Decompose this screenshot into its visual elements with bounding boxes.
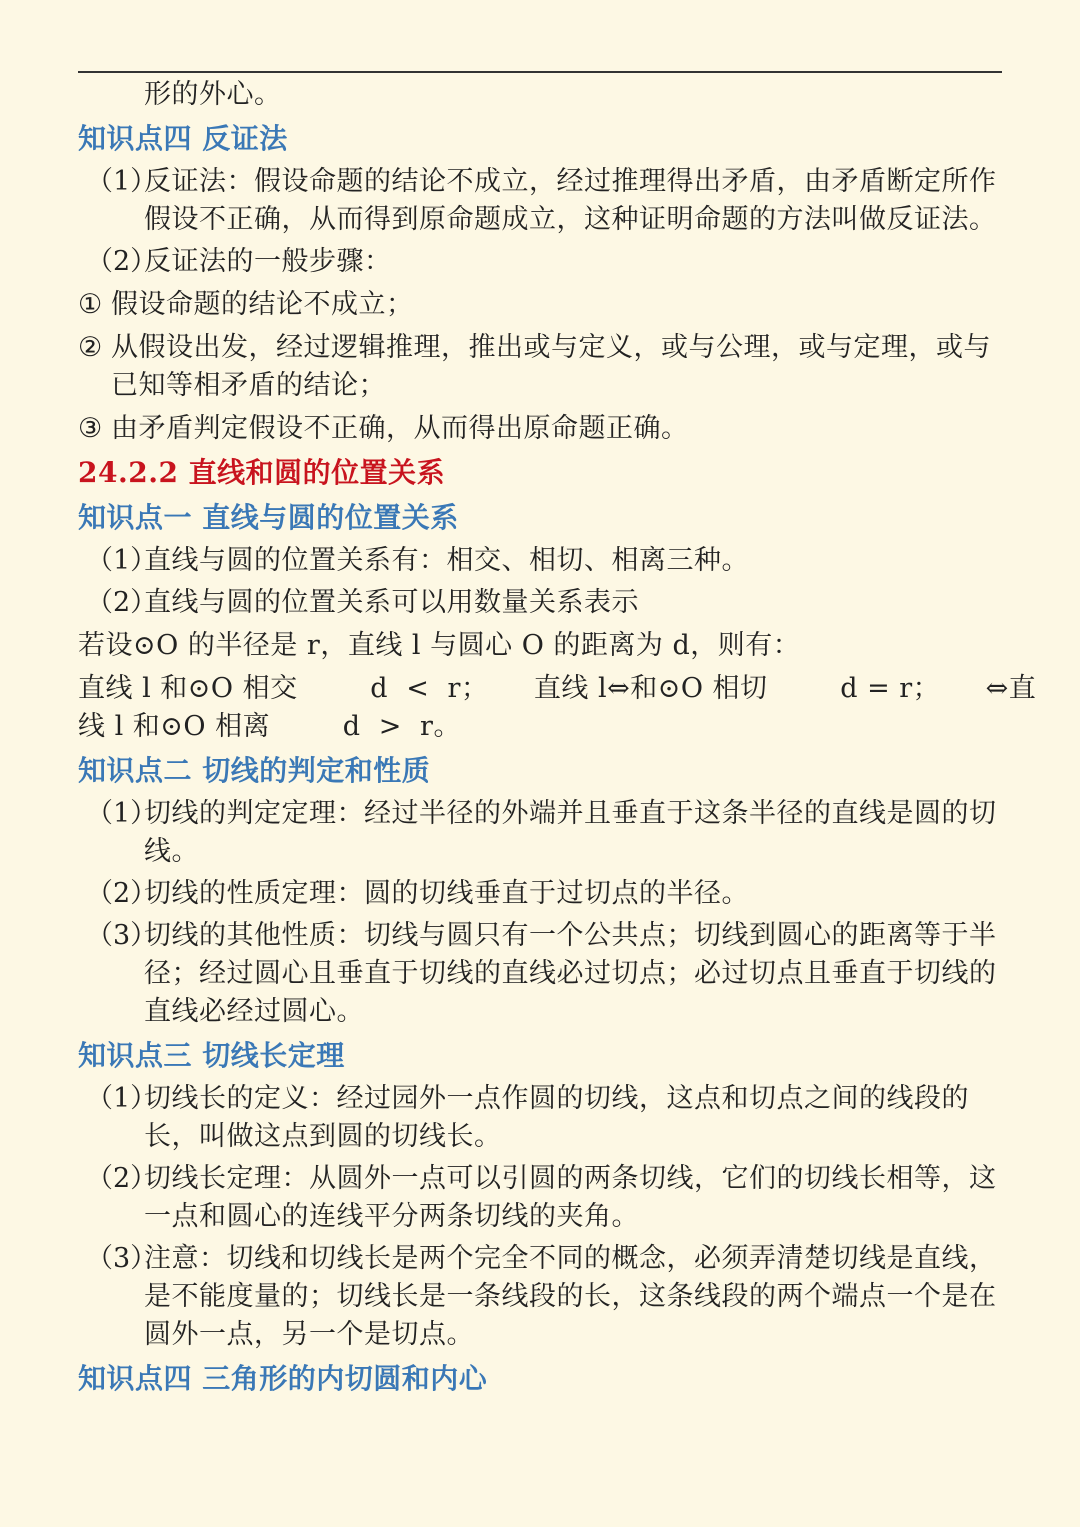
heading-incircle-incenter: 知识点四 三角形的内切圆和内心 — [78, 1362, 488, 1395]
item-number: （1） — [86, 1083, 158, 1114]
item-number: （1） — [86, 798, 158, 829]
heading-tangent-length-theorem: 知识点三 切线长定理 — [78, 1039, 345, 1072]
item-text: 切线长定理：从圆外一点可以引圆的两条切线，它们的切线长相等，这一点和圆心的连线平分两条切线的夹角。 — [144, 1163, 997, 1232]
step-number: ② — [78, 332, 103, 363]
section-title: 24.2.2 直线和圆的位置关系 — [78, 456, 446, 489]
relation-line: 直线 l 和⊙O 相交 d < r； 直线 l⇔和⊙O 相切 d = r； ⇔直 — [78, 673, 1037, 704]
top-fragment: 形的外心。 — [144, 79, 282, 110]
item-text: 反证法：假设命题的结论不成立，经过推理得出矛盾，由矛盾断定所作假设不正确，从而得到原命题成立，这种证明命题的方法叫做反证法。 — [144, 166, 997, 235]
paragraph: 若设⊙O 的半径是 r，直线 l 与圆心 O 的距离为 d，则有： — [78, 630, 801, 661]
list-item — [78, 243, 1004, 281]
item-text: 直线与圆的位置关系可以用数量关系表示 — [144, 587, 639, 618]
item-number: （3） — [86, 920, 158, 951]
item-number: （3） — [86, 1243, 158, 1274]
step-item — [78, 410, 1004, 448]
list-item — [78, 795, 1004, 871]
step-item — [78, 286, 1004, 324]
list-item — [78, 1080, 1004, 1156]
step-item — [78, 329, 1004, 405]
step-text: 由矛盾判定假设不正确，从而得出原命题正确。 — [111, 413, 689, 444]
list-item — [78, 542, 1004, 580]
relation-line: 线 l 和⊙O 相离 d > r。 — [78, 711, 461, 742]
list-item — [78, 917, 1004, 1031]
item-text: 切线长的定义：经过园外一点作圆的切线，这点和切点之间的线段的长，叫做这点到圆的切线长。 — [144, 1083, 969, 1152]
item-text: 反证法的一般步骤： — [144, 246, 392, 277]
item-number: （1） — [86, 545, 158, 576]
list-item — [78, 875, 1004, 913]
list-item — [78, 1160, 1004, 1236]
step-number: ③ — [78, 413, 103, 444]
heading-line-circle-relation: 知识点一 直线与圆的位置关系 — [78, 501, 459, 534]
item-number: （1） — [86, 166, 158, 197]
list-item — [78, 1240, 1004, 1354]
item-text: 切线的其他性质：切线与圆只有一个公共点；切线到圆心的距离等于半径；经过圆心且垂直于切线的直线必过切点；必过切点且垂直于切线的直线必经过圆心。 — [144, 920, 997, 1027]
item-number: （2） — [86, 246, 158, 277]
item-text: 注意：切线和切线长是两个完全不同的概念，必须弄清楚切线是直线，是不能度量的；切线长是一条线段的长，这条线段的两个端点一个是在圆外一点，另一个是切点。 — [144, 1243, 997, 1350]
list-item — [78, 163, 1004, 239]
item-number: （2） — [86, 878, 158, 909]
document-page — [78, 76, 1037, 1399]
heading-proof-by-contradiction: 知识点四 反证法 — [78, 122, 288, 155]
item-number: （2） — [86, 1163, 158, 1194]
heading-tangent-properties: 知识点二 切线的判定和性质 — [78, 754, 431, 787]
list-item — [78, 584, 1004, 622]
item-text: 切线的判定定理：经过半径的外端并且垂直于这条半径的直线是圆的切线。 — [144, 798, 997, 867]
item-number: （2） — [86, 587, 158, 618]
header-rule — [78, 71, 1002, 73]
step-text: 从假设出发，经过逻辑推理，推出或与定义，或与公理，或与定理，或与已知等相矛盾的结论； — [111, 332, 991, 401]
step-text: 假设命题的结论不成立； — [111, 289, 414, 320]
item-text: 直线与圆的位置关系有：相交、相切、相离三种。 — [144, 545, 749, 576]
step-number: ① — [78, 289, 103, 320]
item-text: 切线的性质定理：圆的切线垂直于过切点的半径。 — [144, 878, 749, 909]
